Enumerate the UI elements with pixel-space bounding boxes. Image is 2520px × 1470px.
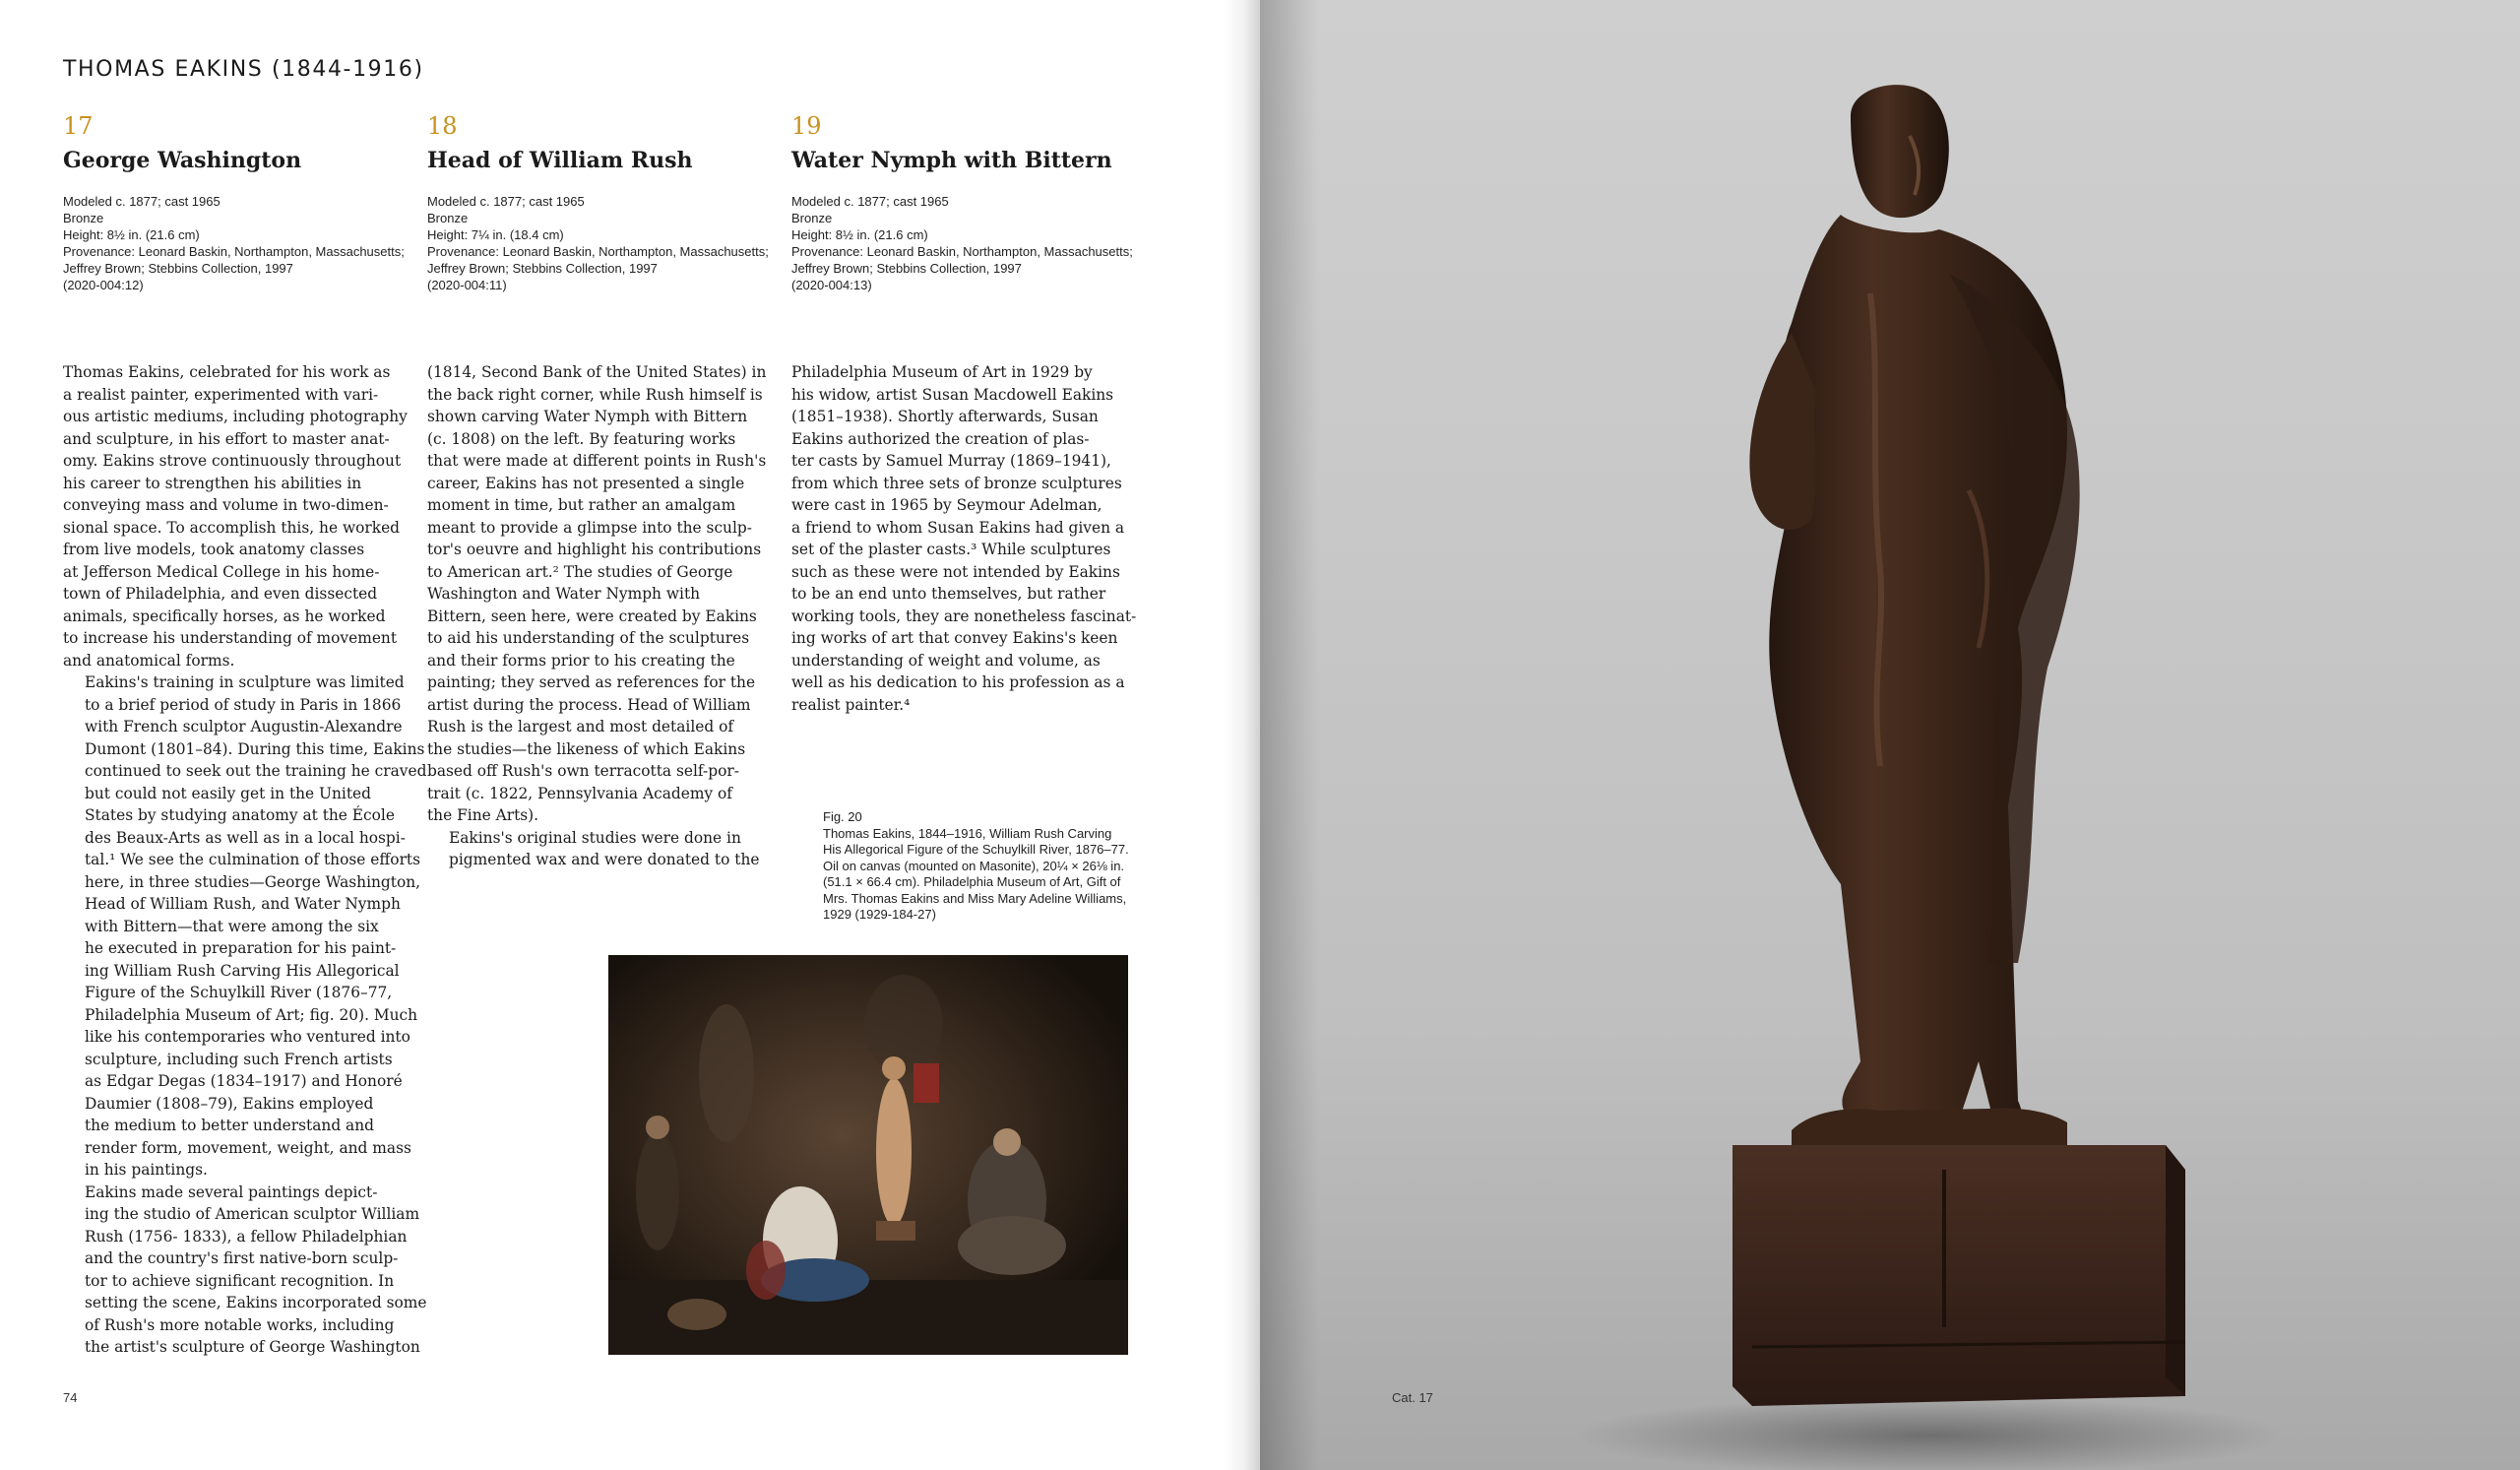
- catalogue-title: Water Nymph with Bittern: [791, 148, 1112, 173]
- text-line: Eakins's original studies were done in: [449, 828, 741, 847]
- text-line: such as these were not intended by Eakins: [791, 562, 1120, 581]
- text-line: town of Philadelphia, and even dissected: [63, 585, 378, 603]
- meta-provenance: Provenance: Leonard Baskin, Northampton, Massachusetts;: [791, 244, 1133, 259]
- text-line: setting the scene, Eakins incorporated some: [85, 1294, 427, 1311]
- meta-accession: (2020-004:11): [427, 278, 507, 292]
- text-line: his career to strengthen his abilities in: [63, 474, 362, 492]
- text-line: career, Eakins has not presented a single: [427, 474, 745, 492]
- text-line: Eakins's training in sculpture was limited: [85, 673, 405, 691]
- figure-label: Fig. 20: [823, 809, 862, 824]
- body-paragraph: [63, 361, 427, 671]
- text-line: ing works of art that convey Eakins's keen: [791, 629, 1118, 647]
- text-line: des Beaux-Arts as well as in a local hospi-: [85, 828, 406, 847]
- text-line: were cast in 1965 by Seymour Adelman,: [791, 496, 1102, 514]
- caption-line: Oil on canvas (mounted on Masonite), 20¼ × 26⅛ in.: [823, 858, 1125, 873]
- text-line: Philadelphia Museum of Art in 1929 by: [791, 363, 1093, 381]
- text-line: and their forms prior to his creating the: [427, 651, 735, 670]
- text-line: artist during the process. Head of William: [427, 695, 751, 714]
- body-column-2: [427, 361, 791, 871]
- catalogue-label: Cat. 17: [1392, 1390, 1433, 1405]
- text-line: working tools, they are nonetheless fascinat-: [791, 607, 1137, 625]
- text-line: with French sculptor Augustin-Alexandre: [85, 718, 403, 735]
- caption-line: 1929 (1929-184-27): [823, 907, 936, 922]
- text-line: omy. Eakins strove continuously throughout: [63, 452, 402, 470]
- text-line: realist painter.⁴: [791, 695, 911, 714]
- text-line: the medium to better understand and: [85, 1117, 375, 1134]
- text-line: Head of William Rush, and Water Nymph: [85, 895, 401, 913]
- text-line: his widow, artist Susan Macdowell Eakins: [791, 385, 1114, 404]
- text-line: ter casts by Samuel Murray (1869–1941),: [791, 452, 1111, 470]
- catalogue-meta: [427, 193, 782, 293]
- caption-line: (51.1 × 66.4 cm). Philadelphia Museum of Art, Gift of: [823, 874, 1121, 889]
- text-line: States by studying anatomy at the École: [85, 806, 395, 824]
- body-paragraph: [63, 671, 427, 1182]
- body-paragraph: [791, 361, 1156, 716]
- fig-20-painting: [608, 955, 1128, 1355]
- meta-accession: (2020-004:13): [791, 278, 872, 292]
- catalogue-meta: [63, 193, 417, 293]
- text-line: and anatomical forms.: [63, 651, 235, 670]
- caption-line: Thomas Eakins, 1844–1916, William Rush Carving: [823, 825, 1112, 841]
- text-line: Washington and Water Nymph with: [427, 585, 701, 603]
- text-line: the studies—the likeness of which Eakins: [427, 739, 746, 758]
- text-line: trait (c. 1822, Pennsylvania Academy of: [427, 784, 732, 802]
- text-line: Eakins made several paintings depict-: [85, 1182, 378, 1201]
- text-line: pigmented wax and were donated to the: [449, 851, 760, 868]
- meta-date: Modeled c. 1877; cast 1965: [791, 194, 949, 209]
- text-line: to increase his understanding of movement: [63, 629, 398, 647]
- text-line: like his contemporaries who ventured into: [85, 1028, 410, 1046]
- text-line: here, in three studies—George Washington,: [85, 872, 421, 891]
- text-line: well as his dedication to his profession as a: [791, 673, 1125, 691]
- body-paragraph: [63, 1182, 427, 1359]
- text-line: a friend to whom Susan Eakins had given a: [791, 518, 1125, 537]
- catalogue-entry-17: [63, 112, 417, 293]
- text-line: (1814, Second Bank of the United States) in: [427, 363, 767, 381]
- text-line: as Edgar Degas (1834–1917) and Honoré: [85, 1072, 403, 1090]
- page-number: 74: [63, 1390, 78, 1405]
- meta-accession: (2020-004:12): [63, 278, 144, 292]
- meta-provenance-cont: Jeffrey Brown; Stebbins Collection, 1997: [427, 261, 658, 276]
- catalogue-entry-18: [427, 112, 782, 293]
- catalogue-meta: [791, 193, 1146, 293]
- catalogue-entry-19: [791, 112, 1146, 293]
- meta-medium: Bronze: [63, 211, 104, 225]
- meta-date: Modeled c. 1877; cast 1965: [427, 194, 585, 209]
- text-line: Rush is the largest and most detailed of: [427, 718, 734, 735]
- text-line: Thomas Eakins, celebrated for his work as: [63, 363, 391, 381]
- bronze-statue-photo: [1555, 77, 2284, 1470]
- text-line: and the country's first native-born sculp-: [85, 1249, 399, 1267]
- text-line: the back right corner, while Rush himself is: [427, 385, 763, 404]
- meta-provenance-cont: Jeffrey Brown; Stebbins Collection, 1997: [63, 261, 293, 276]
- running-head: THOMAS EAKINS (1844-1916): [63, 57, 424, 82]
- text-line: ing William Rush Carving His Allegorical: [85, 961, 400, 980]
- text-line: meant to provide a glimpse into the sculp-: [427, 518, 752, 537]
- text-line: and sculpture, in his effort to master anat-: [63, 429, 390, 448]
- meta-height: Height: 7¼ in. (18.4 cm): [427, 227, 564, 242]
- meta-medium: Bronze: [427, 211, 469, 225]
- text-line: ous artistic mediums, including photography: [63, 408, 408, 425]
- text-line: that were made at different points in Rush's: [427, 452, 767, 470]
- text-line: but could not easily get in the United: [85, 784, 371, 802]
- meta-provenance: Provenance: Leonard Baskin, Northampton, Massachusetts;: [427, 244, 769, 259]
- meta-date: Modeled c. 1877; cast 1965: [63, 194, 220, 209]
- text-line: animals, specifically horses, as he worked: [63, 607, 386, 625]
- text-line: shown carving Water Nymph with Bittern: [427, 408, 748, 425]
- meta-height: Height: 8½ in. (21.6 cm): [791, 227, 928, 242]
- text-line: (1851–1938). Shortly afterwards, Susan: [791, 408, 1099, 425]
- text-line: Figure of the Schuylkill River (1876–77,: [85, 984, 393, 1001]
- figure-caption: [823, 809, 1138, 924]
- text-line: the artist's sculpture of George Washington: [85, 1338, 420, 1356]
- text-line: with Bittern—that were among the six: [85, 917, 379, 935]
- text-line: sculpture, including such French artists: [85, 1050, 393, 1068]
- text-line: based off Rush's own terracotta self-por-: [427, 762, 739, 780]
- text-line: to American art.² The studies of George: [427, 562, 733, 581]
- text-line: tor to achieve significant recognition. In: [85, 1271, 395, 1290]
- caption-line: Mrs. Thomas Eakins and Miss Mary Adeline Williams,: [823, 890, 1127, 906]
- text-line: ing the studio of American sculptor William: [85, 1205, 420, 1223]
- text-line: painting; they served as references for the: [427, 673, 756, 691]
- text-line: to be an end unto themselves, but rather: [791, 585, 1106, 603]
- meta-provenance-cont: Jeffrey Brown; Stebbins Collection, 1997: [791, 261, 1022, 276]
- body-paragraph: [427, 361, 791, 827]
- text-line: to a brief period of study in Paris in 1866: [85, 695, 402, 714]
- text-line: understanding of weight and volume, as: [791, 651, 1101, 670]
- catalogue-title: George Washington: [63, 148, 302, 173]
- text-line: Bittern, seen here, were created by Eakins: [427, 607, 757, 625]
- text-line: conveying mass and volume in two-dimen-: [63, 496, 389, 514]
- catalogue-number: 17: [63, 112, 94, 140]
- meta-provenance: Provenance: Leonard Baskin, Northampton, Massachusetts;: [63, 244, 405, 259]
- meta-height: Height: 8½ in. (21.6 cm): [63, 227, 200, 242]
- text-line: in his paintings.: [85, 1161, 208, 1179]
- body-column-3: [791, 361, 1156, 716]
- meta-medium: Bronze: [791, 211, 833, 225]
- text-line: of Rush's more notable works, including: [85, 1315, 395, 1334]
- text-line: Rush (1756- 1833), a fellow Philadelphian: [85, 1227, 408, 1246]
- text-line: continued to seek out the training he craved: [85, 762, 427, 780]
- text-line: render form, movement, weight, and mass: [85, 1138, 411, 1157]
- text-line: Dumont (1801–84). During this time, Eakins: [85, 739, 425, 758]
- text-line: tal.¹ We see the culmination of those efforts: [85, 851, 421, 868]
- text-line: set of the plaster casts.³ While sculptures: [791, 541, 1111, 558]
- text-line: he executed in preparation for his paint-: [85, 939, 397, 957]
- text-line: the Fine Arts).: [427, 806, 539, 824]
- catalogue-title: Head of William Rush: [427, 148, 693, 173]
- catalogue-number: 19: [791, 112, 822, 140]
- gutter-shadow: [1223, 0, 1260, 1470]
- text-line: sional space. To accomplish this, he worked: [63, 518, 401, 537]
- right-page: [1260, 0, 2520, 1470]
- text-line: moment in time, but rather an amalgam: [427, 496, 736, 514]
- text-line: Daumier (1808–79), Eakins employed: [85, 1094, 374, 1113]
- text-line: tor's oeuvre and highlight his contributions: [427, 541, 762, 558]
- text-line: Philadelphia Museum of Art; fig. 20). Much: [85, 1005, 418, 1024]
- text-line: (c. 1808) on the left. By featuring works: [427, 429, 736, 448]
- statue-illustration: [1555, 77, 2284, 1470]
- page-curl-shadow: [1260, 0, 1319, 1470]
- body-column-1: [63, 361, 427, 1359]
- body-paragraph: [427, 827, 791, 871]
- text-line: a realist painter, experimented with vari-: [63, 385, 379, 404]
- text-line: to aid his understanding of the sculptures: [427, 629, 750, 647]
- text-line: at Jefferson Medical College in his home-: [63, 562, 380, 581]
- painting-illustration: [608, 955, 1128, 1355]
- text-line: from live models, took anatomy classes: [63, 541, 365, 558]
- text-line: Eakins authorized the creation of plas-: [791, 429, 1090, 448]
- caption-line: His Allegorical Figure of the Schuylkill River, 1876–77.: [823, 842, 1129, 857]
- text-line: from which three sets of bronze sculptures: [791, 474, 1122, 492]
- catalogue-number: 18: [427, 112, 458, 140]
